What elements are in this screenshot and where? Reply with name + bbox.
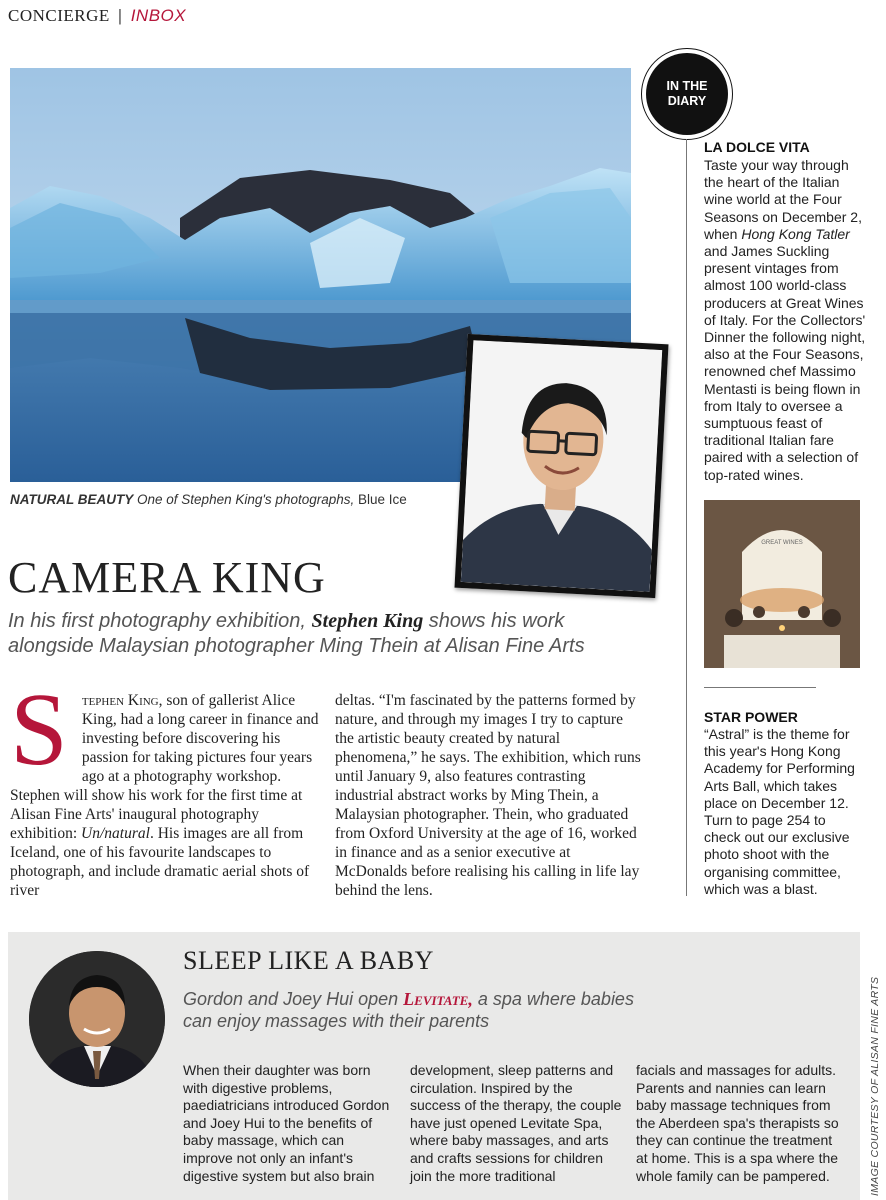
portrait-photo: [454, 334, 668, 598]
feature-column-1: When their daughter was born with digestive problems, paediatricians introduced Gordon and Joey Hui to the benefits of baby massage, which can improve not only an infant's digestive system but also brain: [183, 1062, 390, 1184]
standfirst-text: In his first photography exhibition,: [8, 610, 312, 632]
drop-cap: S: [10, 672, 68, 787]
diary-badge: [641, 48, 733, 140]
spa-name: Levitate,: [403, 989, 473, 1009]
badge-line-2: DIARY: [667, 94, 707, 108]
article-column-2: deltas. “I'm fascinated by the patterns formed by nature, and through my images I try to capture the artistic beauty created by natural phenomena,” he says. The exhibition, which runs until January 9, also features contrasting industrial abstract works by Ming Thein, a Malaysian photographer. Thein, who graduated from Oxford University at the age of 16, worked in finance and as a senior executive at McDonalds before realising his calling in life lay behind the lens.: [335, 692, 641, 899]
photo-caption: [10, 492, 407, 507]
diary-item-2-text: “Astral” is the theme for this year's Hong Kong Academy for Performing Arts Ball, which takes place on December 12. Turn to page 254 to check out our exclusive photo shoot with the organising committee, which was a blast.: [704, 726, 855, 897]
feature-column-2: development, sleep patterns and circulation. Inspired by the success of the therapy, the couple have just opened Levitate Spa, where baby massages, and arts and crafts sessions for children join the more traditional: [410, 1062, 622, 1184]
caption-text: One of Stephen King's photographs,: [137, 492, 355, 507]
man-portrait-illustration: [29, 951, 165, 1087]
diary-item-1-title: LA DOLCE VITA: [704, 139, 810, 155]
article-title: CAMERA KING: [8, 553, 326, 602]
diary-item-1-text-b: and James Suckling present vintages from almost 100 world-class producers at Great Wines of Italy. For the Collectors' Dinner the following night, also at the Four Seasons, renowned chef Massimo Mentasti is being flown in from Italy to oversee a sumptuous feast of traditional Italian fare paired with a selection of top-rated wines.: [704, 243, 866, 483]
column-1-text-end: . His images are all from Iceland, one of his favourite landscapes to photograph, and include dramatic aerial shots of river: [10, 825, 310, 899]
caption-work-title: Blue Ice: [358, 492, 407, 507]
dinner-illustration: [704, 500, 860, 668]
sidebar-rule: [704, 687, 816, 688]
article-column-1: [10, 672, 320, 900]
standfirst-name: Stephen King: [311, 610, 424, 632]
feature-standfirst-text-end: a spa where babies can enjoy massages with their parents: [183, 989, 634, 1031]
standfirst-text-end: shows his work alongside Malaysian photographer Ming Thein at Alisan Fine Arts: [8, 610, 585, 657]
caption-label: NATURAL BEAUTY: [10, 492, 134, 507]
diary-item-1-text-a: Taste your way through the heart of the Italian wine world at the Four Seasons on December 2, when: [704, 157, 862, 242]
diary-item-1-publication: Hong Kong Tatler: [741, 225, 850, 242]
article-standfirst: [8, 609, 638, 659]
feature-standfirst-text: Gordon and Joey Hui open: [183, 989, 404, 1009]
section-header: [8, 6, 186, 26]
diary-item-1-text: [704, 157, 866, 484]
avatar: [29, 951, 165, 1087]
exhibition-title: Un/natural: [81, 825, 150, 842]
sign-text: GREAT WINES: [761, 540, 803, 546]
image-credit: IMAGE COURTESY OF ALISAN FINE ARTS: [869, 976, 881, 1196]
diary-item-1-photo: [704, 500, 860, 668]
sidebar-divider: [686, 139, 687, 896]
feature-standfirst: [183, 988, 663, 1032]
portrait-illustration: [461, 340, 662, 592]
header-divider: |: [117, 6, 123, 25]
feature-title: SLEEP LIKE A BABY: [183, 946, 434, 975]
section-name: CONCIERGE: [8, 6, 110, 25]
feature-column-3: facials and massages for adults. Parents and nannies can learn baby massage techniques from the Aberdeen spa's therapists so they can continue the treatment at home. This is a spa where the whole family can be pampered.: [636, 1062, 839, 1184]
subsection-name: INBOX: [130, 6, 187, 25]
diary-item-2-title: STAR POWER: [704, 709, 798, 725]
badge-line-1: IN THE: [666, 79, 708, 93]
column-1-text: , son of gallerist Alice King, had a long career in finance and investing before discovering his passion for taking pictures four years ago at a photography workshop. Stephen will show his work for the first time at Alisan Fine Arts' inaugural photography exhibition:: [10, 692, 319, 842]
lead-in: tephen King: [81, 692, 159, 709]
